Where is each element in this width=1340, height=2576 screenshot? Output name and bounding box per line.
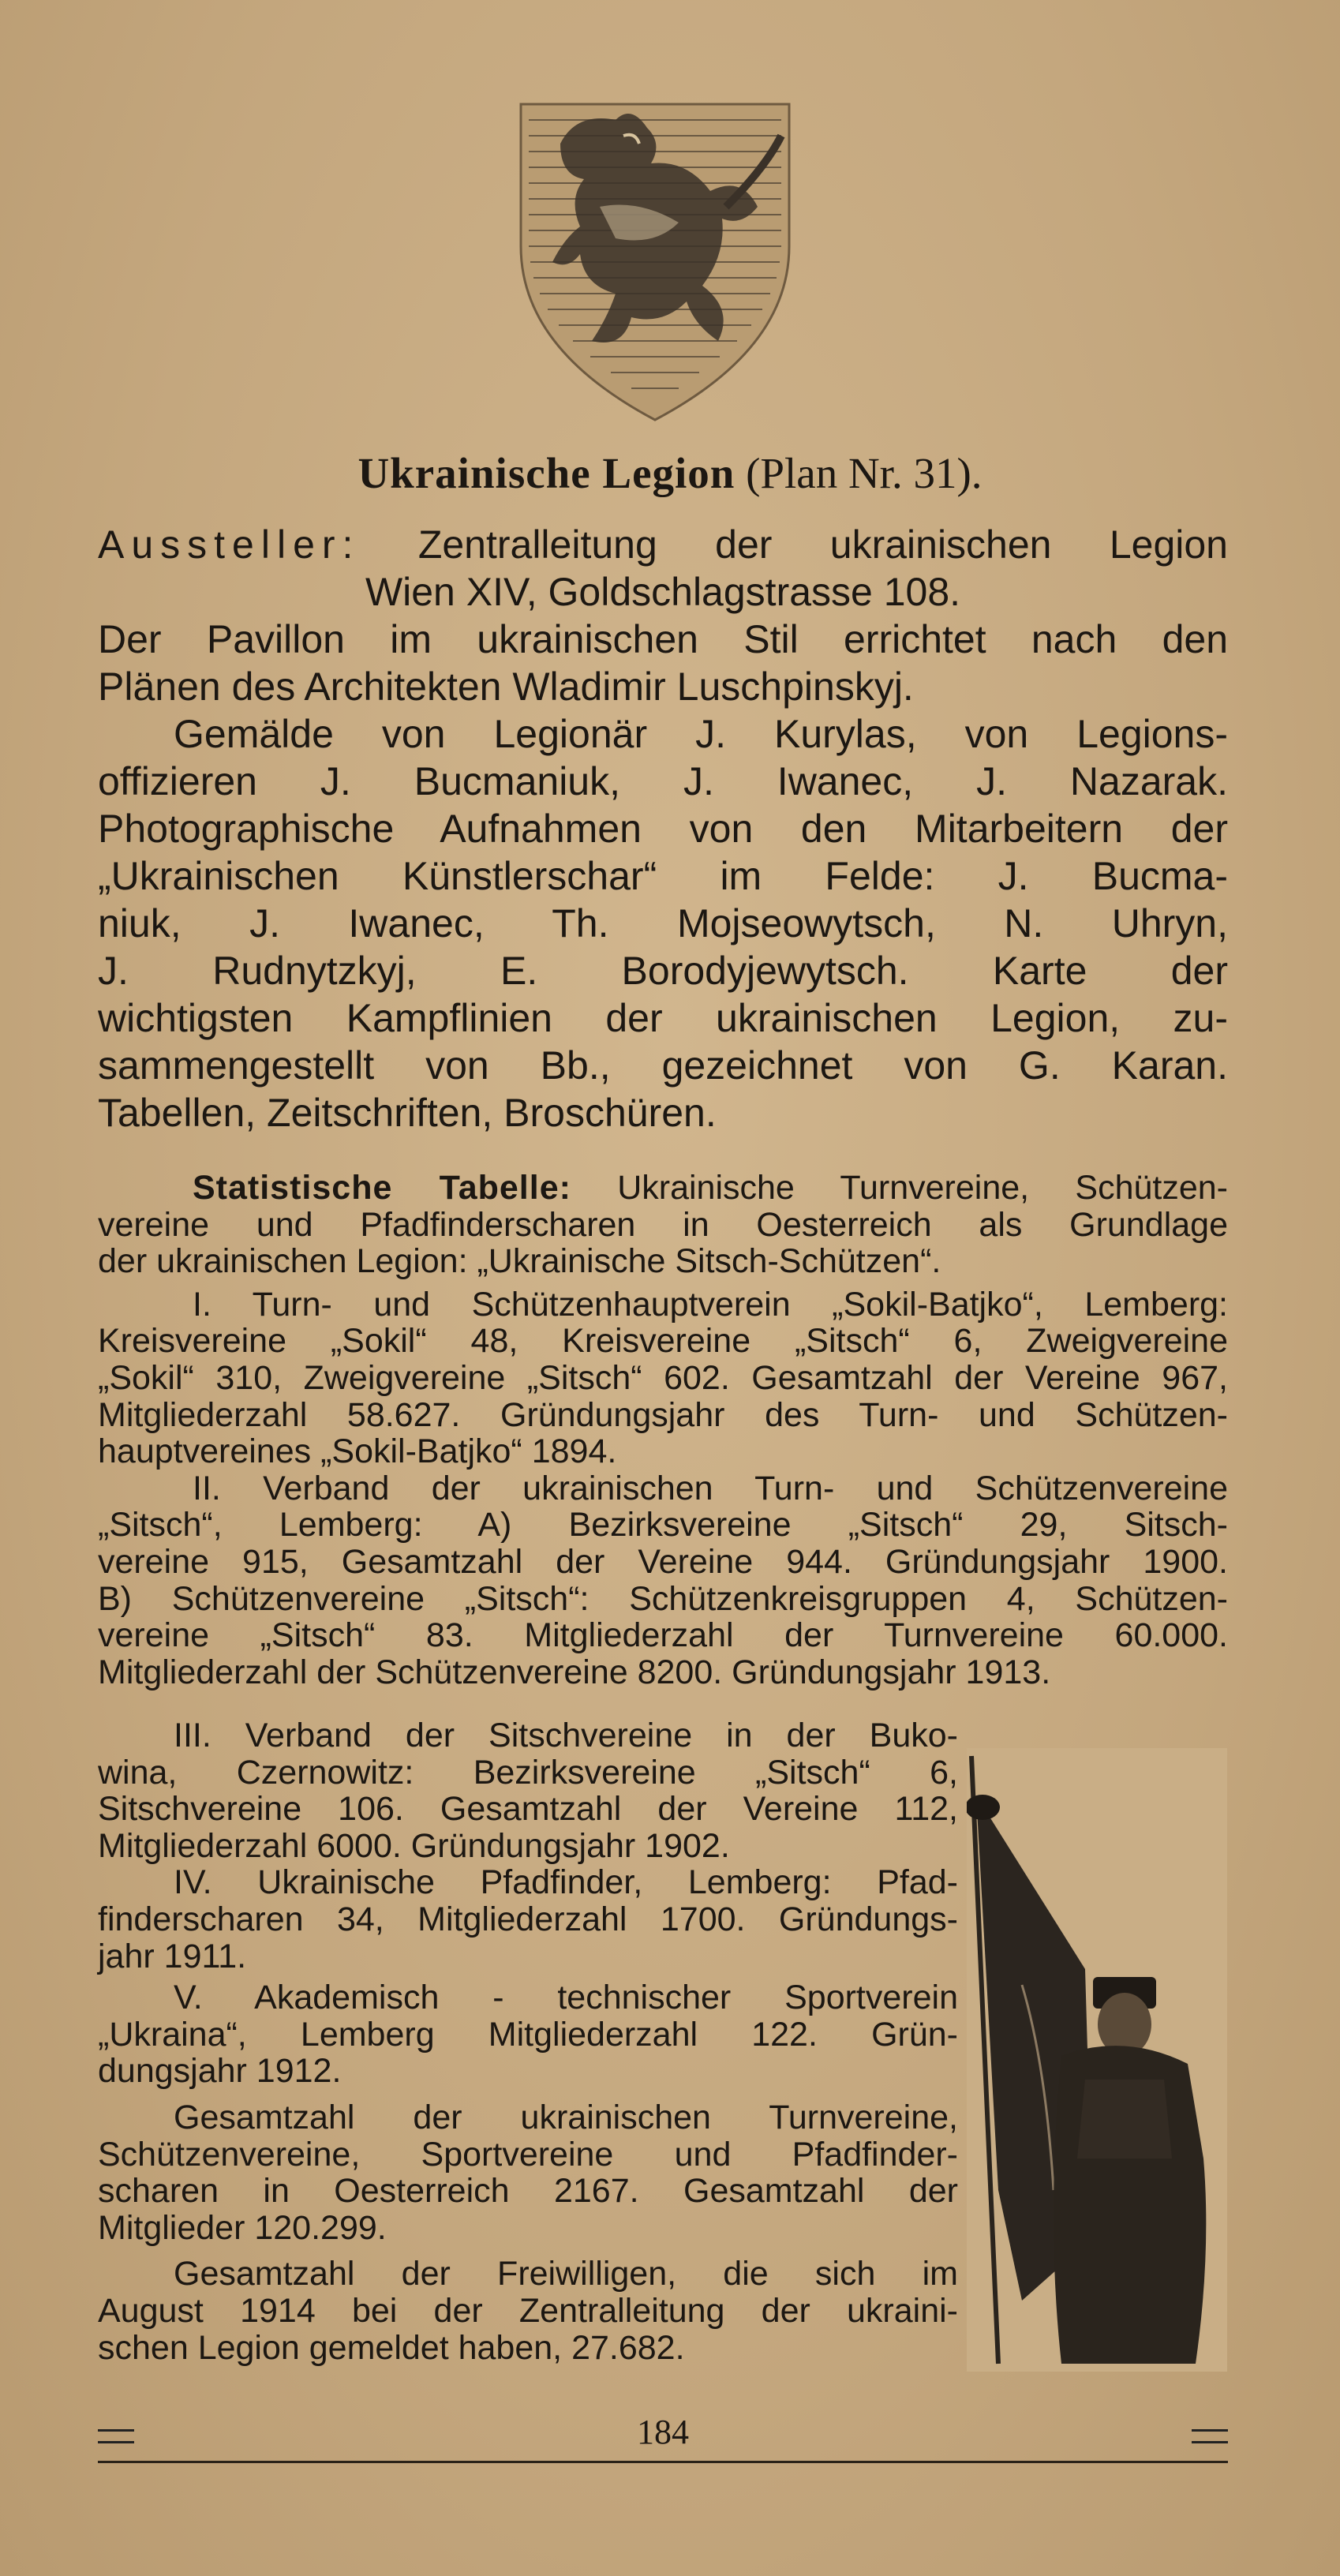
section4-line-2: finderscharen 34, Mitgliederzahl 1700. Gründungs-: [98, 1900, 958, 1938]
volunteers-line-2: August 1914 bei der Zentralleitung der ukraini-: [98, 2291, 958, 2330]
paintings-line-4: „Ukrainischen Künstlerschar“ im Felde: J. Bucma-: [98, 854, 1228, 898]
statistics-line-2: vereine und Pfadfinderscharen in Oesterreich als Grundlage: [98, 1205, 1228, 1244]
section2-line-6: Mitgliederzahl der Schützenvereine 8200. Gründungsjahr 1913.: [98, 1653, 1051, 1691]
statistics-label: Statistische Tabelle:: [193, 1169, 571, 1207]
section2-line-3: vereine 915, Gesamtzahl der Vereine 944. Gründungsjahr 1900.: [98, 1542, 1228, 1581]
lion-crest-icon: [505, 88, 805, 428]
paintings-line-1: Gemälde von Legionär J. Kurylas, von Legions-: [174, 712, 1228, 756]
narrow-column: [98, 1717, 958, 2366]
section4-line-1: IV. Ukrainische Pfadfinder, Lemberg: Pfad-: [174, 1863, 958, 1902]
section3-line-1: III. Verband der Sitschvereine in der Buko-: [174, 1717, 958, 1754]
section1-line-4: Mitgliederzahl 58.627. Gründungsjahr des Turn- und Schützen-: [98, 1395, 1228, 1434]
paintings-line-9: Tabellen, Zeitschriften, Broschüren.: [98, 1091, 717, 1135]
section1-line-2: Kreisvereine „Sokil“ 48, Kreisvereine „Sitsch“ 6, Zweigvereine: [98, 1322, 1228, 1361]
section3-line-3: Sitschvereine 106. Gesamtzahl der Vereine 112,: [98, 1790, 958, 1829]
total-line-2: Schützenvereine, Sportvereine und Pfadfinder-: [98, 2135, 958, 2174]
section5-line-2: „Ukraina“, Lemberg Mitgliederzahl 122. Grün-: [98, 2015, 958, 2054]
section1-line-3: „Sokil“ 310, Zweigvereine „Sitsch“ 602. Gesamtzahl der Vereine 967,: [98, 1358, 1228, 1397]
section4-line-3: jahr 1911.: [98, 1937, 247, 1975]
exhibitor-name: Zentralleitung der ukrainischen Legion: [417, 522, 1228, 567]
section1-line-1: I. Turn- und Schützenhauptverein „Sokil-Batjko“, Lemberg:: [193, 1285, 1228, 1324]
section2-line-1: II. Verband der ukrainischen Turn- und Schützenvereine: [193, 1469, 1228, 1507]
paintings-line-2: offizieren J. Bucmaniuk, J. Iwanec, J. Nazarak.: [98, 759, 1228, 803]
title-plan: (Plan Nr. 31).: [746, 449, 983, 497]
pavilion-line-1: Der Pavillon im ukrainischen Stil errichtet nach den: [98, 617, 1228, 661]
paintings-line-8: sammengestellt von Bb., gezeichnet von G. Karan.: [98, 1043, 1228, 1088]
section5-line-1: V. Akademisch - technischer Sportverein: [174, 1979, 958, 2017]
statistics-line-3: der ukrainischen Legion: „Ukrainische Sitsch-Schützen“.: [98, 1242, 941, 1281]
page-title: [0, 448, 1340, 498]
paintings-line-7: wichtigsten Kampflinien der ukrainischen Legion, zu-: [98, 996, 1228, 1040]
exhibitor-address: Wien XIV, Goldschlagstrasse 108.: [365, 570, 961, 614]
total-line-4: Mitglieder 120.299.: [98, 2208, 387, 2247]
section2-line-2: „Sitsch“, Lemberg: A) Bezirksvereine „Sitsch“ 29, Sitsch-: [98, 1506, 1228, 1544]
statistics-intro: Ukrainische Turnvereine, Schützen-: [617, 1169, 1228, 1207]
volunteers-line-3: schen Legion gemeldet haben, 27.682.: [98, 2328, 685, 2367]
paintings-line-5: niuk, J. Iwanec, Th. Mojseowytsch, N. Uhryn,: [98, 901, 1228, 945]
paintings-line-3: Photographische Aufnahmen von den Mitarbeitern der: [98, 807, 1228, 851]
section3-line-4: Mitgliederzahl 6000. Gründungsjahr 1902.: [98, 1826, 730, 1865]
footer-right-rule: [1192, 2429, 1228, 2443]
exhibitor-block: [98, 521, 1228, 1136]
section2-line-4: B) Schützenvereine „Sitsch“: Schützenkreisgruppen 4, Schützen-: [98, 1579, 1228, 1618]
title-name: Ukrainische Legion: [357, 449, 736, 497]
soldier-with-banner-photo: [967, 1748, 1227, 2372]
footer: [98, 2412, 1228, 2450]
bottom-rule: [98, 2461, 1228, 2463]
volunteers-line-1: Gesamtzahl der Freiwilligen, die sich im: [174, 2255, 958, 2293]
exhibitor-label: Aussteller:: [98, 522, 361, 567]
section1-line-5: hauptvereines „Sokil-Batjko“ 1894.: [98, 1432, 617, 1471]
total-line-3: scharen in Oesterreich 2167. Gesamtzahl der: [98, 2172, 958, 2211]
section3-line-2: wina, Czernowitz: Bezirksvereine „Sitsch“ 6,: [98, 1753, 958, 1792]
section5-line-3: dungsjahr 1912.: [98, 2052, 342, 2091]
section2-line-5: vereine „Sitsch“ 83. Mitgliederzahl der Turnvereine 60.000.: [98, 1616, 1228, 1655]
total-line-1: Gesamtzahl der ukrainischen Turnvereine,: [174, 2098, 958, 2136]
statistics-block: [98, 1170, 1228, 1690]
page-number: 184: [637, 2413, 689, 2451]
pavilion-line-2: Plänen des Architekten Wladimir Luschpinskyj.: [98, 665, 914, 709]
paintings-line-6: J. Rudnytzkyj, E. Borodyjewytsch. Karte der: [98, 949, 1228, 993]
